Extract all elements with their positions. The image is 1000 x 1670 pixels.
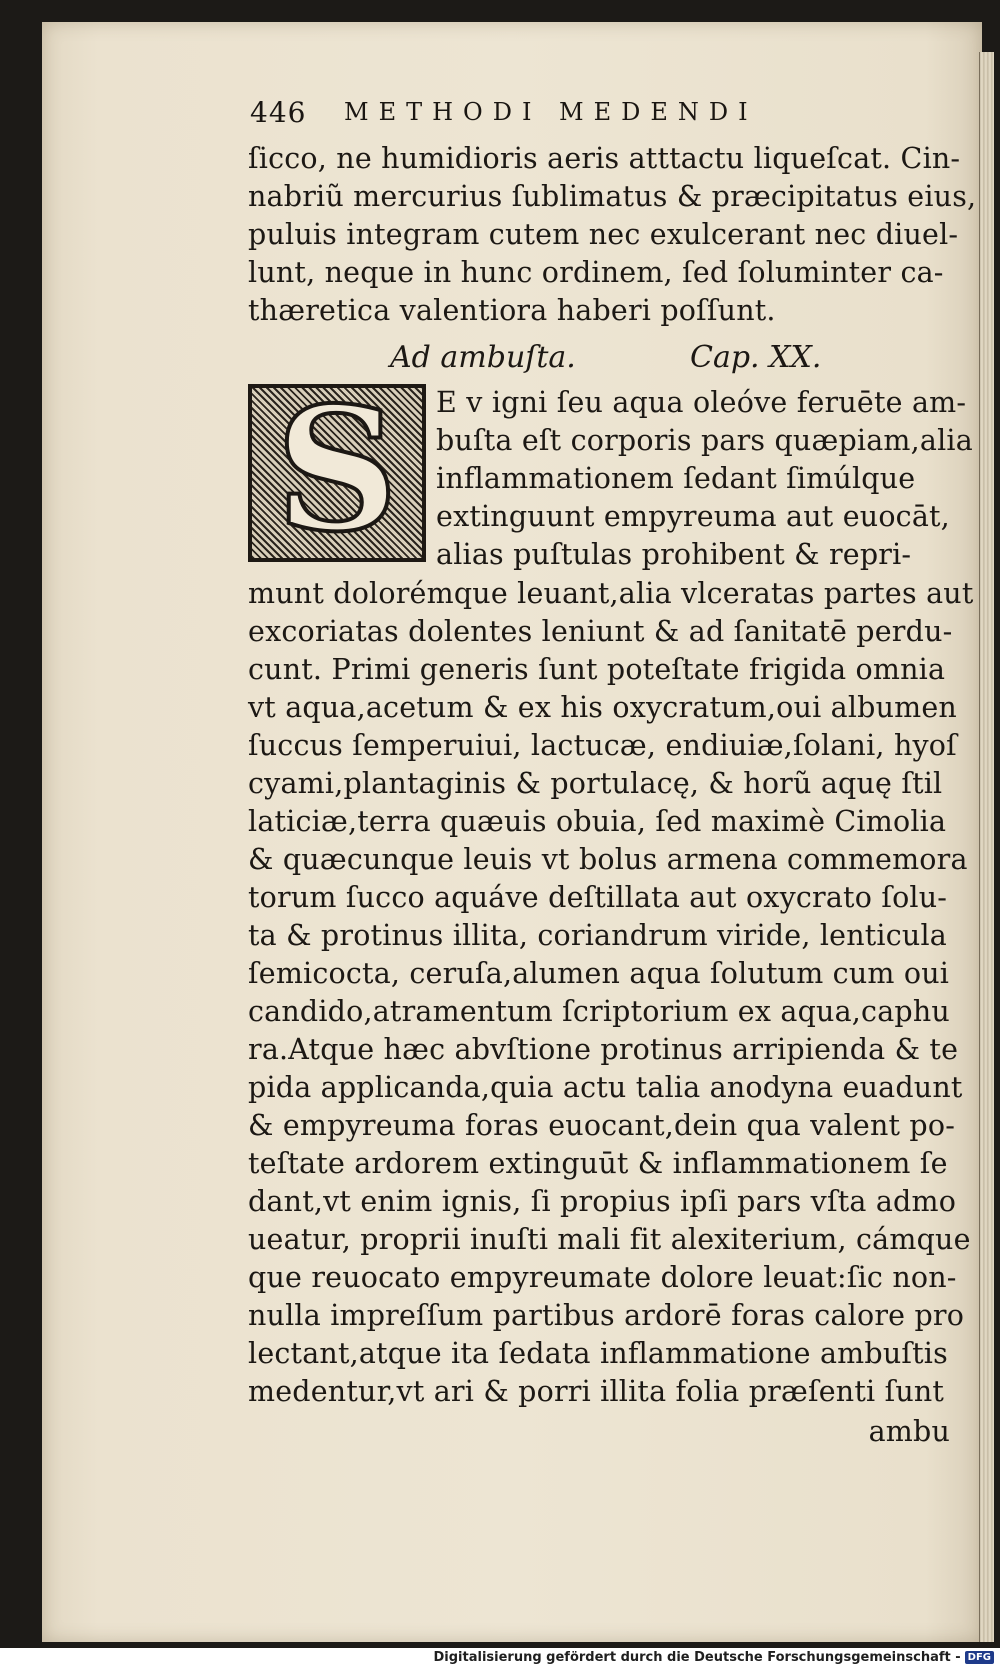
text-line: ra.Atque hæc abvſtione protinus arripienda & te [248,1033,959,1066]
section-title: Ad ambuſta. [390,340,576,375]
text-line: pida applicanda,quia actu talia anodyna euadunt [248,1071,963,1104]
text-line: ſicco, ne humidioris aeris atttactu liqueſcat. Cin- [248,142,961,175]
text-line: puluis integram cutem nec exulcerant nec diuel- [248,218,959,251]
text-line: ſuccus ſemperuiui, lactucæ, endiuiæ,ſolani, hyoſ [248,729,957,762]
text-line: candido,atramentum ſcriptorium ex aqua,caphu [248,995,950,1028]
text-line: buſta eſt corporis pars quæpiam,alia [436,424,973,457]
text-line: inflammationem ſedant ſimúlque [436,462,916,495]
page-header [250,96,930,136]
text-line: cyami,plantaginis & portulacę, & horũ aquę ſtil [248,767,943,800]
text-line: E v igni ſeu aqua oleóve feruēte am- [436,386,967,419]
text-line: & empyreuma foras euocant,dein qua valent po- [248,1109,956,1142]
text-line: lunt, neque in hunc ordinem, ſed ſoluminter ca- [248,256,944,289]
text-line: ueatur, proprii inuſti mali fit alexiterium, cámque [248,1223,971,1256]
text-line: laticiæ,terra quæuis obuia, ſed maximè Cimolia [248,805,947,838]
text-line: nulla impreſſum partibus ardorē foras calore pro [248,1299,965,1332]
text-line: dant,vt enim ignis, ſi propius ipſi pars vſta admo [248,1185,957,1218]
initial-letter: S [275,370,399,570]
digitization-credit [434,1648,995,1666]
text-line: & quæcunque leuis vt bolus armena commemora [248,843,968,876]
text-line: teſtate ardorem extinguūt & inflammationem ſe [248,1147,948,1180]
text-line: medentur,vt ari & porri illita folia præſenti ſunt [248,1375,945,1408]
catchword: ambu [868,1415,950,1448]
decorated-initial [248,370,426,570]
text-line: ſemicocta, ceruſa,alumen aqua ſolutum cum oui [248,957,950,990]
page-number: 446 [250,96,307,129]
text-line: nabriũ mercurius ſublimatus & præcipitatus eius, [248,180,977,213]
text-line: cunt. Primi generis ſunt poteſtate frigida omnia [248,653,946,686]
text-line: alias puſtulas prohibent & repri- [436,538,912,571]
text-line: extinguunt empyreuma aut euocāt, [436,500,950,533]
dfg-logo: DFG [965,1651,994,1664]
text-line: torum ſucco aquáve deſtillata aut oxycrato ſolu- [248,881,948,914]
text-line: munt dolorémque leuant,alia vlceratas partes aut [248,577,974,610]
text-line: thæretica valentiora haberi poſſunt. [248,294,776,327]
text-line: ta & protinus illita, coriandrum viride, lenticula [248,919,947,952]
credit-text: Digitalisierung gefördert durch die Deutsche Forschungsgemeinschaft - [433,1649,961,1665]
text-line: vt aqua,acetum & ex his oxycratum,oui albumen [248,691,957,724]
running-title: METHODI MEDENDI [344,98,758,126]
section-heading [390,340,870,380]
chapter-number: Cap. XX. [690,340,822,375]
text-line: lectant,atque ita ſedata inflammatione ambuſtis [248,1337,948,1370]
text-line: que reuocato empyreumate dolore leuat:ſic non- [248,1261,957,1294]
text-line: excoriatas dolentes leniunt & ad ſanitatē perdu- [248,615,953,648]
page-edge [979,52,994,1642]
